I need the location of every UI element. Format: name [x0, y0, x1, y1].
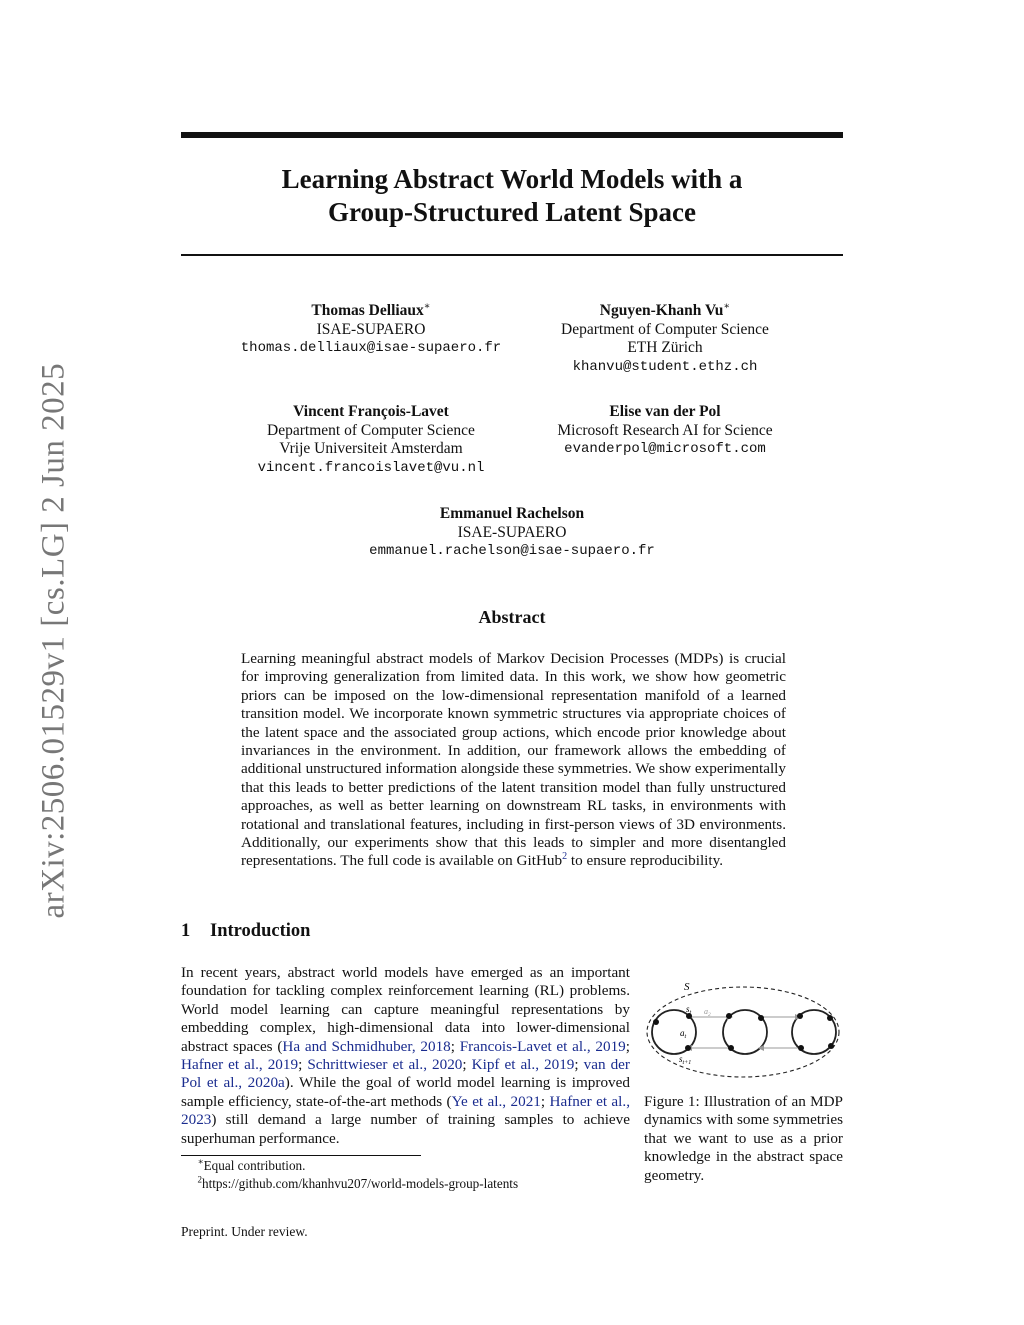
author-email[interactable]: evanderpol@microsoft.com [564, 441, 766, 457]
citation-sep: ; [540, 1092, 550, 1110]
author-name: Vincent François-Lavet [293, 403, 449, 420]
footnote-2 [181, 1176, 518, 1192]
title-bottom-rule [181, 254, 843, 256]
citation-link[interactable]: Ye et al., 2021 [451, 1092, 541, 1110]
footnote-link[interactable]: 2 [562, 851, 568, 863]
abstract-body: Learning meaningful abstract models of Markov Decision Processes (MDPs) is crucial for improving generalization from limited data. In this work, we show how geometric priors can be imposed on the low-dimensional representation manifold of a learned transition model. We incorporate known symmetric structures via appropriate choices of the latent space and the associated group actions, which encode prior knowledge about invariances in the environment. In addition, our framework allows the embedding of additional unstructured information alongside these symmetries. We show experimentally that this leads to better predictions of the latent transition model than fully unstructured approaches, as well as better learning on downstream RL tasks, in environments with rotational and translational features, including in first-person views of 3D environments. Additionally, our experiments show that this leads to simpler and more disentangled representations. The full code is available on GitHub [241, 650, 786, 870]
citation-link[interactable]: Ha and Schmidhuber, 2018 [282, 1037, 451, 1055]
citation-sep: ; [574, 1056, 584, 1074]
author-email[interactable]: vincent.francoislavet@vu.nl [257, 459, 485, 476]
title-top-rule [181, 132, 843, 138]
state-node [653, 1019, 659, 1025]
state-node [758, 1015, 764, 1021]
section-heading [181, 921, 310, 942]
author-block-4 [490, 403, 840, 459]
action-label-a2: $a_2$ [704, 1007, 711, 1018]
title-line-1: Learning Abstract World Models with a [281, 164, 743, 194]
title-line-2: Group-Structured Latent Space [327, 197, 696, 227]
citation-sep: ; [625, 1037, 630, 1055]
citation-sep: ; [462, 1056, 472, 1074]
footnote-url[interactable]: https://github.com/khanhvu207/world-models-group-latents [201, 1176, 519, 1191]
author-email[interactable]: thomas.delliaux@isae-supaero.fr [240, 340, 502, 356]
author-email[interactable]: emmanuel.rachelson@isae-supaero.fr [369, 543, 655, 559]
citation-sep: ; [298, 1056, 308, 1074]
preprint-notice: Preprint. Under review. [181, 1224, 308, 1239]
section-title: Introduction [210, 921, 311, 941]
intro-text: ) still demand a large number of training samples to achieve superhuman performance. [181, 1111, 630, 1147]
abstract-tail: to ensure reproducibility. [567, 852, 724, 870]
footnote-mark: 2 [197, 1174, 202, 1185]
citation-link[interactable]: Hafner et al., 2019 [181, 1056, 299, 1074]
state-space-boundary [647, 987, 839, 1077]
intro-text: ). While the goal of world model learning is improved sample efficiency, state-of-the-art methods ( [181, 1074, 630, 1110]
state-node [798, 1045, 804, 1051]
author-block-2 [490, 302, 840, 376]
author-affiliation: Department of Computer Science [561, 320, 769, 338]
intro-text: In recent years, abstract world models have emerged as an important foundation for tackling complex reinforcement learning (RL) problems. World model learning can capture meaningful representations by embedding complex, high-dimensional data into lower-dimensional abstract spaces ( [181, 964, 630, 1055]
author-affiliation: ISAE-SUPAERO [316, 320, 426, 338]
author-email[interactable]: khanvu@student.ethz.ch [572, 358, 758, 375]
citation-sep: ; [450, 1037, 460, 1055]
paper-title [181, 163, 843, 229]
author-affiliation: Department of Computer Science [267, 421, 475, 439]
footnote-text: Equal contribution. [203, 1158, 306, 1173]
set-label: S [684, 981, 690, 993]
author-affiliation: ETH Zürich [627, 339, 703, 356]
author-name: Elise van der Pol [609, 403, 721, 420]
state-node [797, 1013, 803, 1019]
author-name: Emmanuel Rachelson [439, 505, 585, 522]
author-name: Nguyen-Khanh Vu [599, 302, 724, 319]
abstract-text [241, 650, 786, 871]
author-block-5 [181, 505, 843, 561]
intro-paragraph [181, 964, 630, 1148]
footnote-rule [181, 1155, 421, 1156]
state-label-st: $s_t$ [686, 1004, 692, 1016]
state-node [827, 1015, 833, 1021]
action-label-at: $a_t$ [680, 1028, 687, 1040]
figure-1-diagram [644, 976, 843, 1084]
citation-link[interactable]: Hafner et al., 2023 [181, 1092, 630, 1129]
state-label-st1: $s_{t+1}$ [679, 1054, 692, 1066]
equal-contribution-mark: ∗ [723, 300, 731, 312]
citation-link[interactable]: Francois-Lavet et al., 2019 [459, 1037, 626, 1055]
author-affiliation: Vrije Universiteit Amsterdam [279, 440, 463, 457]
state-node [726, 1013, 732, 1019]
figure-1-caption: Figure 1: Illustration of an MDP dynamics with some symmetries that we want to use as a prior knowledge in the abstract space geometry. [644, 1093, 843, 1184]
section-number: 1 [181, 921, 191, 941]
abstract-heading: Abstract [478, 607, 546, 627]
citation-link[interactable]: Schrittwieser et al., 2020 [307, 1056, 463, 1074]
author-name: Thomas Delliaux [311, 302, 424, 319]
arxiv-identifier: arXiv:2506.01529v1 [cs.LG] 2 Jun 2025 [35, 362, 72, 919]
author-affiliation: ISAE-SUPAERO [457, 523, 567, 541]
equal-contribution-mark: ∗ [423, 300, 431, 312]
citation-link[interactable]: Kipf et al., 2019 [471, 1056, 575, 1074]
footnote-mark: ∗ [197, 1156, 204, 1167]
footnote-1 [181, 1158, 305, 1174]
author-affiliation: Microsoft Research AI for Science [557, 421, 773, 439]
state-node [685, 1045, 691, 1051]
citation-link[interactable]: van der Pol et al., 2020a [181, 1056, 630, 1092]
state-node [728, 1045, 734, 1051]
state-node [828, 1043, 834, 1049]
